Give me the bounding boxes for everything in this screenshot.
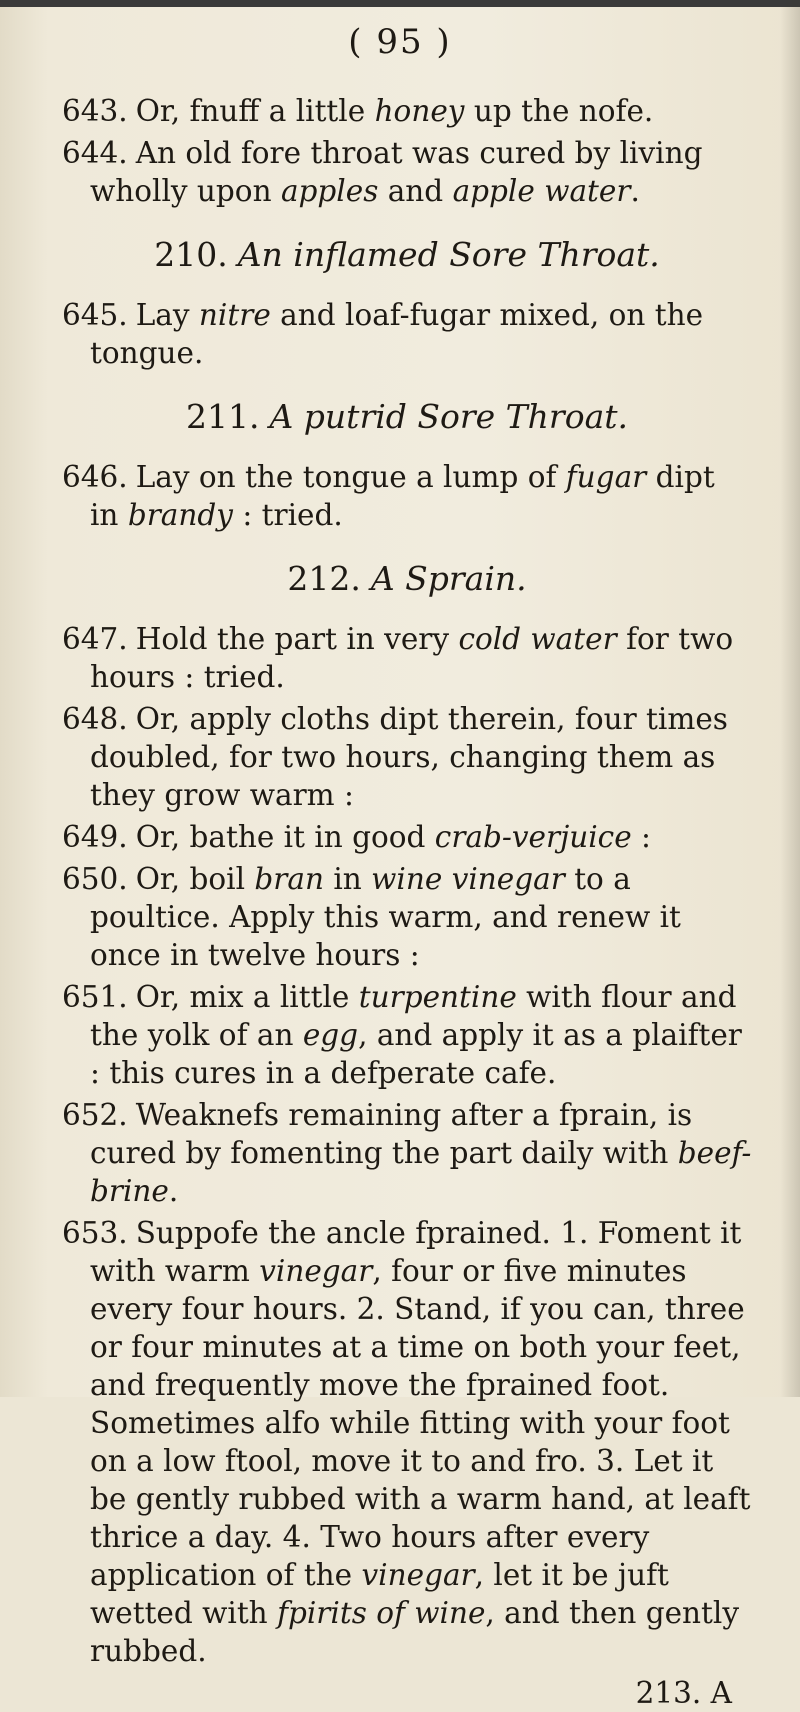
entry-text: Or, bathe it in good xyxy=(135,820,435,854)
entry-number: 650. xyxy=(62,862,128,896)
entry-text: An old fore throat was cured by living wholly upon xyxy=(90,136,703,208)
italic-term: wine vinegar xyxy=(371,862,565,896)
section-number: 210. xyxy=(154,235,228,274)
italic-term: nitre xyxy=(198,298,271,332)
italic-term: crab-verjuice xyxy=(434,820,632,854)
italic-term: fugar xyxy=(565,460,647,494)
remedy-entry xyxy=(62,296,752,372)
section-heading xyxy=(62,560,752,598)
entry-text: , four or five minutes every four hours. 2. Stand, if you can, three or four minutes at a time on both your feet, and frequently move the fprained foot. Sometimes alfo while fitting with your foot on a low ftool, move it to and fro. 3. Let it be gently rubbed with a warm hand, at leaft thrice a day. 4. Two hours after every application of the xyxy=(90,1254,751,1592)
italic-term: vinegar xyxy=(259,1254,373,1288)
entry-text: Weaknefs remaining after a fprain, is cured by fomenting the part daily with xyxy=(90,1098,693,1170)
page-number: ( 95 ) xyxy=(348,22,452,62)
italic-term: honey xyxy=(374,94,465,128)
section-title: A Sprain. xyxy=(370,559,527,598)
entry-text: : tried. xyxy=(232,498,343,532)
italic-term: beef-brine xyxy=(90,1136,752,1208)
entry-text: Or, boil xyxy=(135,862,255,896)
italic-term: egg xyxy=(302,1018,359,1052)
entry-text: , and then gently rubbed. xyxy=(90,1596,739,1668)
entry-text: Lay xyxy=(135,298,199,332)
remedy-entry xyxy=(62,1096,752,1210)
section-heading xyxy=(62,236,752,274)
italic-term: brandy xyxy=(127,498,233,532)
section-number: 212. xyxy=(287,559,361,598)
entry-text: , let it be juft wetted with xyxy=(90,1558,669,1630)
remedy-entry xyxy=(62,700,752,814)
entry-text: dipt in xyxy=(90,460,715,532)
section-heading xyxy=(62,398,752,436)
remedy-entry xyxy=(62,134,752,210)
entry-text: for two hours : tried. xyxy=(90,622,734,694)
entry-number: 652. xyxy=(62,1098,128,1132)
entry-text: : xyxy=(631,820,651,854)
page-edge-shadow xyxy=(780,0,800,1397)
scan-border xyxy=(0,0,800,7)
italic-term: vinegar xyxy=(361,1558,475,1592)
italic-term: bran xyxy=(254,862,324,896)
entry-number: 644. xyxy=(62,136,128,170)
entry-text: . xyxy=(168,1174,179,1208)
entry-number: 648. xyxy=(62,702,128,736)
remedy-entry xyxy=(62,978,752,1092)
entry-number: 651. xyxy=(62,980,128,1014)
entry-number: 646. xyxy=(62,460,128,494)
italic-term: apples xyxy=(280,174,379,208)
section-title: An inflamed Sore Throat. xyxy=(237,235,660,274)
entry-text: to a poultice. Apply this warm, and renew it once in twelve hours : xyxy=(90,862,681,972)
entry-text: Hold the part in very xyxy=(135,622,459,656)
remedy-entry xyxy=(62,620,752,696)
entry-text: with flour and the yolk of an xyxy=(90,980,737,1052)
entry-text: , and apply it as a plaifter : this cures in a defperate cafe. xyxy=(90,1018,742,1090)
entry-number: 647. xyxy=(62,622,128,656)
entry-text: and xyxy=(378,174,453,208)
remedy-entry xyxy=(62,458,752,534)
section-title: A putrid Sore Throat. xyxy=(269,397,628,436)
entry-text: up the nofe. xyxy=(464,94,654,128)
page-text xyxy=(62,92,752,1712)
entry-text: . xyxy=(630,174,640,208)
entry-text: and loaf-fugar mixed, on the tongue. xyxy=(90,298,704,370)
entry-number: 649. xyxy=(62,820,128,854)
section-number: 211. xyxy=(186,397,260,436)
entry-number: 653. xyxy=(62,1216,128,1250)
entry-number: 645. xyxy=(62,298,128,332)
entry-text: Lay on the tongue a lump of xyxy=(135,460,566,494)
entry-text: Or, fnuff a little xyxy=(135,94,375,128)
catchword: 213. A xyxy=(635,1676,732,1710)
italic-term: cold water xyxy=(458,622,617,656)
entry-text: Or, apply cloths dipt therein, four times doubled, for two hours, changing them as they grow warm : xyxy=(90,702,728,812)
entry-number: 643. xyxy=(62,94,128,128)
remedy-entry xyxy=(62,92,752,130)
entry-text: Suppofe the ancle fprained. 1. Foment it with warm xyxy=(90,1216,742,1288)
entry-text: Or, mix a little xyxy=(135,980,359,1014)
italic-term: fpirits of wine xyxy=(277,1596,486,1630)
italic-term: turpentine xyxy=(358,980,517,1014)
entry-text: in xyxy=(323,862,372,896)
italic-term: apple water xyxy=(452,174,631,208)
remedy-entry xyxy=(62,1214,752,1670)
remedy-entry xyxy=(62,860,752,974)
remedy-entry xyxy=(62,818,752,856)
